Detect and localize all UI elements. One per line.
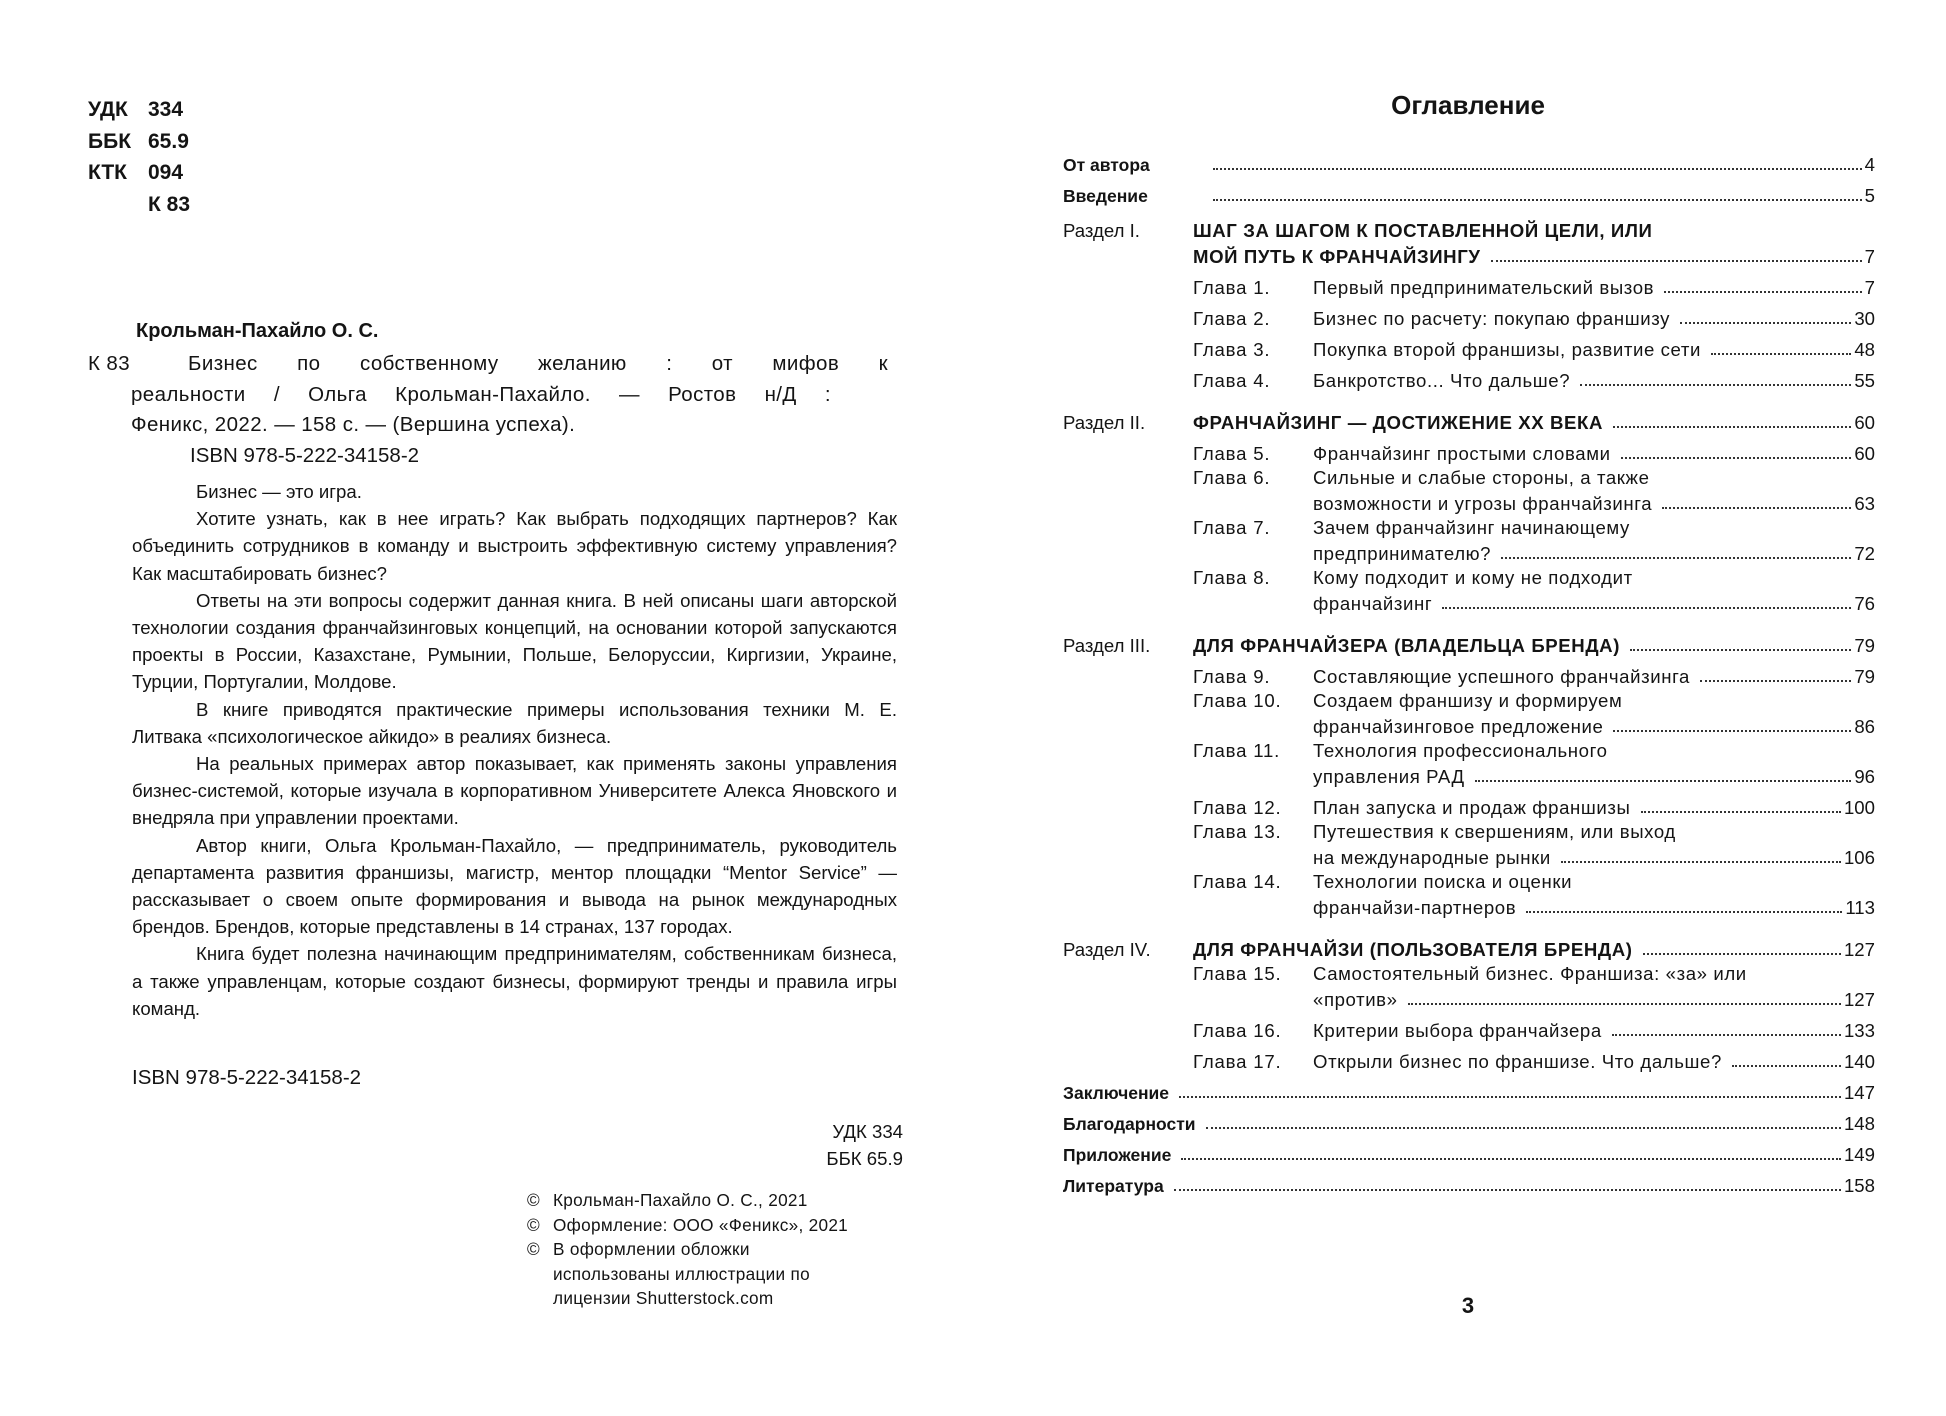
chapter-title-line: Технологии поиска и оценки	[1313, 871, 1573, 892]
toc-page-number: 113	[1845, 897, 1875, 918]
copyright-text: Оформление: ООО «Феникс», 2021	[553, 1214, 849, 1235]
classification-key: УДК	[88, 98, 128, 121]
page-number: 3	[1461, 1293, 1475, 1318]
toc-page-number: 79	[1854, 666, 1875, 687]
dot-leader	[1213, 168, 1862, 170]
classification-value: К 83	[148, 192, 191, 216]
copyright-block	[527, 1188, 887, 1311]
abstract-paragraph: Книга будет полезна начинающим предпринимателям, собственникам бизнеса, а также управленцам, которые создают бизнесы, формируют тренды и правила игры команд.	[132, 943, 897, 1019]
classification-block	[88, 94, 190, 220]
chapter-label: Глава 1.	[1193, 277, 1271, 298]
copyright-icon: ©	[527, 1239, 540, 1259]
chapter-label: Глава 7.	[1193, 517, 1271, 538]
toc-chapter-3[interactable]	[1063, 330, 1875, 361]
chapter-label: Глава 17.	[1193, 1051, 1282, 1072]
toc-entry-label: От автора	[1063, 155, 1150, 175]
classification-row-udk	[88, 94, 190, 126]
author-heading: Крольман-Пахайло О. С.	[136, 320, 379, 342]
dot-leader	[1408, 1003, 1841, 1005]
dot-leader	[1206, 1127, 1841, 1129]
copyright-row	[527, 1237, 887, 1262]
chapter-label: Глава 15.	[1193, 963, 1282, 984]
copyright-row	[527, 1213, 887, 1238]
classification-key: ББК	[88, 129, 132, 153]
classification-key: КТК	[88, 161, 127, 184]
chapter-title: Открыли бизнес по франшизе. Что дальше?	[1313, 1051, 1722, 1072]
toc-chapter-16[interactable]	[1063, 1011, 1875, 1042]
toc-section-1[interactable]	[1063, 218, 1875, 268]
toc-entry-bibliography[interactable]	[1063, 1166, 1875, 1197]
toc-page-number: 60	[1854, 412, 1875, 433]
toc-entry-label: Благодарности	[1063, 1114, 1196, 1134]
toc-page-number: 60	[1854, 443, 1875, 464]
section-title: ДЛЯ ФРАНЧАЙЗЕРА (ВЛАДЕЛЬЦА БРЕНДА)	[1193, 635, 1621, 656]
chapter-title-line: на международные рынки	[1313, 847, 1551, 868]
abstract-paragraph: Ответы на эти вопросы содержит данная книга. В ней описаны шаги авторской технологии создания франчайзинговых концепций, на основании которой запускаются проекты в России, Казахстане, Румынии, Польше, Белоруссии, Киргизии, Украине, Турции, Португалии, Молдове.	[132, 589, 897, 693]
toc-page-number: 148	[1843, 1113, 1875, 1134]
toc-page-number: 158	[1843, 1175, 1875, 1196]
isbn-top: ISBN 978-5-222-34158-2	[190, 444, 420, 467]
toc-chapter-5[interactable]	[1063, 434, 1875, 465]
toc-entry-label: Литература	[1063, 1176, 1164, 1196]
section-label: Раздел II.	[1063, 412, 1146, 433]
dot-leader	[1475, 780, 1852, 782]
toc-entry-acknowledgements[interactable]	[1063, 1104, 1875, 1135]
toc-entry-conclusion[interactable]	[1063, 1073, 1875, 1104]
chapter-title-line: «против»	[1313, 989, 1398, 1010]
dot-leader	[1662, 507, 1851, 509]
isbn-bottom: ISBN 978-5-222-34158-2	[132, 1066, 362, 1089]
classification-row-bbk	[88, 126, 190, 158]
chapter-title-line: предпринимателю?	[1313, 543, 1492, 564]
classification-value: 094	[148, 161, 184, 184]
chapter-title: Банкротство... Что дальше?	[1313, 370, 1571, 391]
toc-entry-from-author[interactable]	[1063, 145, 1875, 176]
toc-page-number: 133	[1843, 1020, 1875, 1041]
abstract-paragraph: Хотите узнать, как в нее играть? Как выбрать подходящих партнеров? Как объединить сотрудников в команду и выстроить эффективную систему управления? Как масштабировать бизнес?	[132, 508, 897, 584]
toc-chapter-1[interactable]	[1063, 268, 1875, 299]
bibliographic-record	[88, 349, 908, 441]
dot-leader	[1680, 322, 1851, 324]
dot-leader	[1613, 426, 1851, 428]
section-label: Раздел I.	[1063, 220, 1140, 241]
table-of-contents	[1063, 145, 1875, 1197]
dot-leader	[1630, 649, 1851, 651]
toc-page-number: 79	[1854, 635, 1875, 656]
classification-row-ktk	[88, 157, 190, 189]
chapter-title-line: управления РАД	[1313, 766, 1465, 787]
chapter-title-line: Путешествия к свершениям, или выход	[1313, 821, 1676, 842]
chapter-title: Бизнес по расчету: покупаю франшизу	[1313, 308, 1671, 329]
toc-chapter-14[interactable]	[1063, 869, 1875, 919]
toc-chapter-17[interactable]	[1063, 1042, 1875, 1073]
section-label: Раздел IV.	[1063, 939, 1151, 960]
toc-chapter-6[interactable]	[1063, 465, 1875, 515]
abstract-paragraph: На реальных примерах автор показывает, как применять законы управления бизнес-системой, которые изучала в корпоративном Университете Алекса Яновского и внедряла при управлении проектами.	[132, 753, 897, 829]
biblio-row	[88, 349, 908, 380]
abstract-paragraph: В книге приводятся практические примеры использования техники М. Е. Литвака «психологическое айкидо» в реалиях бизнеса.	[132, 698, 897, 747]
classification-row-author-sign	[88, 189, 190, 221]
dot-leader	[1181, 1158, 1841, 1160]
toc-title: Оглавление	[1391, 90, 1545, 120]
toc-entry-appendix[interactable]	[1063, 1135, 1875, 1166]
chapter-label: Глава 4.	[1193, 370, 1271, 391]
chapter-label: Глава 16.	[1193, 1020, 1282, 1041]
chapter-label: Глава 10.	[1193, 690, 1282, 711]
chapter-label: Глава 3.	[1193, 339, 1271, 360]
dot-leader	[1179, 1096, 1841, 1098]
right-page-table-of-contents	[973, 0, 1946, 1416]
chapter-label: Глава 11.	[1193, 740, 1281, 761]
toc-section-3[interactable]	[1063, 626, 1875, 657]
toc-section-4[interactable]	[1063, 930, 1875, 961]
dot-leader	[1526, 911, 1842, 913]
chapter-title-line: франчайзинговое предложение	[1313, 716, 1604, 737]
copyright-row	[527, 1188, 887, 1213]
toc-page-number: 147	[1843, 1082, 1875, 1103]
biblio-line: Бизнес по собственному желанию : от мифов к	[188, 352, 888, 375]
chapter-title-line: франчайзи-партнеров	[1313, 897, 1517, 918]
chapter-title: Покупка второй франшизы, развитие сети	[1313, 339, 1701, 360]
chapter-label: Глава 5.	[1193, 443, 1271, 464]
chapter-title-line: Зачем франчайзинг начинающему	[1313, 517, 1630, 538]
dot-leader	[1491, 260, 1862, 262]
chapter-title-line: возможности и угрозы франчайзинга	[1313, 493, 1653, 514]
dot-leader	[1501, 557, 1851, 559]
section-title-line: ШАГ ЗА ШАГОМ К ПОСТАВЛЕННОЙ ЦЕЛИ, ИЛИ	[1193, 220, 1653, 241]
biblio-line: Феникс, 2022. — 158 с. — (Вершина успеха).	[131, 413, 576, 436]
abstract-paragraph: Автор книги, Ольга Крольман-Пахайло, — предприниматель, руководитель департамента развития франшизы, магистр, ментор площадки “Mentor Service” — рассказывает о своем опыте формирования и вывода на рынок международных брендов. Брендов, которые представлены в 14 странах, 137 городах.	[132, 834, 897, 938]
toc-page-number: 7	[1864, 277, 1875, 298]
toc-chapter-15[interactable]	[1063, 961, 1875, 1011]
copyright-icon: ©	[527, 1190, 540, 1210]
classification-value: 65.9	[148, 129, 189, 153]
toc-chapter-12[interactable]	[1063, 788, 1875, 819]
toc-page-number: 76	[1854, 593, 1875, 614]
toc-chapter-11[interactable]	[1063, 738, 1875, 788]
chapter-title-line: Технология профессионального	[1313, 740, 1608, 761]
dot-leader	[1442, 607, 1851, 609]
toc-chapter-2[interactable]	[1063, 299, 1875, 330]
copyright-continuation: использованы иллюстрации по	[553, 1263, 810, 1284]
dot-leader	[1711, 353, 1851, 355]
toc-page-number: 4	[1864, 154, 1875, 175]
toc-entry-label: Приложение	[1063, 1145, 1172, 1165]
dot-leader	[1561, 861, 1841, 863]
dot-leader	[1213, 199, 1862, 201]
chapter-label: Глава 8.	[1193, 567, 1271, 588]
chapter-title-line: Кому подходит и кому не подходит	[1313, 567, 1633, 588]
dot-leader	[1643, 953, 1841, 955]
toc-section-2[interactable]	[1063, 403, 1875, 434]
dot-leader	[1641, 811, 1841, 813]
toc-page-number: 106	[1843, 847, 1875, 868]
toc-page-number: 86	[1854, 716, 1875, 737]
toc-page-number: 48	[1854, 339, 1875, 360]
dot-leader	[1174, 1189, 1841, 1191]
dot-leader	[1700, 680, 1851, 682]
copyright-text: В оформлении обложки	[553, 1239, 750, 1259]
section-title: ФРАНЧАЙЗИНГ — ДОСТИЖЕНИЕ XX ВЕКА	[1193, 412, 1603, 433]
classification-bottom	[826, 1118, 903, 1172]
toc-page-number: 96	[1854, 766, 1875, 787]
toc-chapter-4[interactable]	[1063, 361, 1875, 392]
udk-line: УДК 334	[832, 1121, 903, 1142]
toc-entry-label: Введение	[1063, 186, 1148, 206]
abstract-paragraph: Бизнес — это игра.	[196, 481, 362, 502]
section-label: Раздел III.	[1063, 635, 1151, 656]
toc-page-number: 140	[1843, 1051, 1875, 1072]
toc-chapter-9[interactable]	[1063, 657, 1875, 688]
chapter-title: Составляющие успешного франчайзинга	[1313, 666, 1690, 687]
chapter-title: План запуска и продаж франшизы	[1313, 797, 1631, 818]
toc-page-number: 127	[1843, 989, 1875, 1010]
toc-chapter-10[interactable]	[1063, 688, 1875, 738]
toc-page-number: 149	[1843, 1144, 1875, 1165]
classification-value: 334	[148, 98, 184, 121]
dot-leader	[1621, 457, 1852, 459]
chapter-title-line: франчайзинг	[1313, 593, 1433, 614]
toc-chapter-7[interactable]	[1063, 515, 1875, 565]
biblio-line: реальности / Ольга Крольман-Пахайло. — Ростов н/Д :	[131, 382, 831, 406]
toc-entry-label: Заключение	[1063, 1083, 1170, 1103]
chapter-title: Франчайзинг простыми словами	[1313, 443, 1611, 464]
toc-page-number: 55	[1854, 370, 1875, 391]
copyright-text: Крольман-Пахайло О. С., 2021	[553, 1190, 808, 1210]
toc-page-number: 72	[1854, 543, 1875, 564]
dot-leader	[1613, 730, 1851, 732]
section-title-line: МОЙ ПУТЬ К ФРАНЧАЙЗИНГУ	[1193, 246, 1481, 267]
toc-page-number: 127	[1843, 939, 1875, 960]
chapter-label: Глава 12.	[1193, 797, 1282, 818]
chapter-title-line: Самостоятельный бизнес. Франшиза: «за» или	[1313, 963, 1747, 984]
classification-key	[88, 189, 148, 221]
chapter-title-line: Сильные и слабые стороны, а также	[1313, 467, 1650, 488]
copyright-continuation: лицензии Shutterstock.com	[553, 1288, 774, 1308]
chapter-label: Глава 14.	[1193, 871, 1282, 892]
chapter-label: Глава 13.	[1193, 821, 1282, 842]
dot-leader	[1580, 384, 1851, 386]
author-sign: К 83	[88, 352, 131, 375]
section-title: ДЛЯ ФРАНЧАЙЗИ (ПОЛЬЗОВАТЕЛЯ БРЕНДА)	[1193, 939, 1633, 960]
dot-leader	[1664, 291, 1862, 293]
toc-page-number: 5	[1864, 185, 1875, 206]
chapter-label: Глава 9.	[1193, 666, 1271, 687]
toc-page-number: 30	[1854, 308, 1875, 329]
toc-entry-introduction[interactable]	[1063, 176, 1875, 207]
toc-chapter-8[interactable]	[1063, 565, 1875, 615]
toc-page-number: 7	[1864, 246, 1875, 267]
book-abstract	[132, 478, 897, 1022]
chapter-title-line: Создаем франшизу и формируем	[1313, 690, 1623, 711]
toc-page-number: 100	[1843, 797, 1875, 818]
copyright-icon: ©	[527, 1214, 540, 1235]
chapter-title: Критерии выбора франчайзера	[1313, 1020, 1602, 1041]
toc-page-number: 63	[1854, 493, 1875, 514]
chapter-label: Глава 6.	[1193, 467, 1271, 488]
dot-leader	[1732, 1065, 1841, 1067]
dot-leader	[1612, 1034, 1841, 1036]
toc-chapter-13[interactable]	[1063, 819, 1875, 869]
chapter-label: Глава 2.	[1193, 308, 1271, 329]
chapter-title: Первый предпринимательский вызов	[1313, 277, 1655, 298]
bbk-line: ББК 65.9	[826, 1148, 903, 1169]
